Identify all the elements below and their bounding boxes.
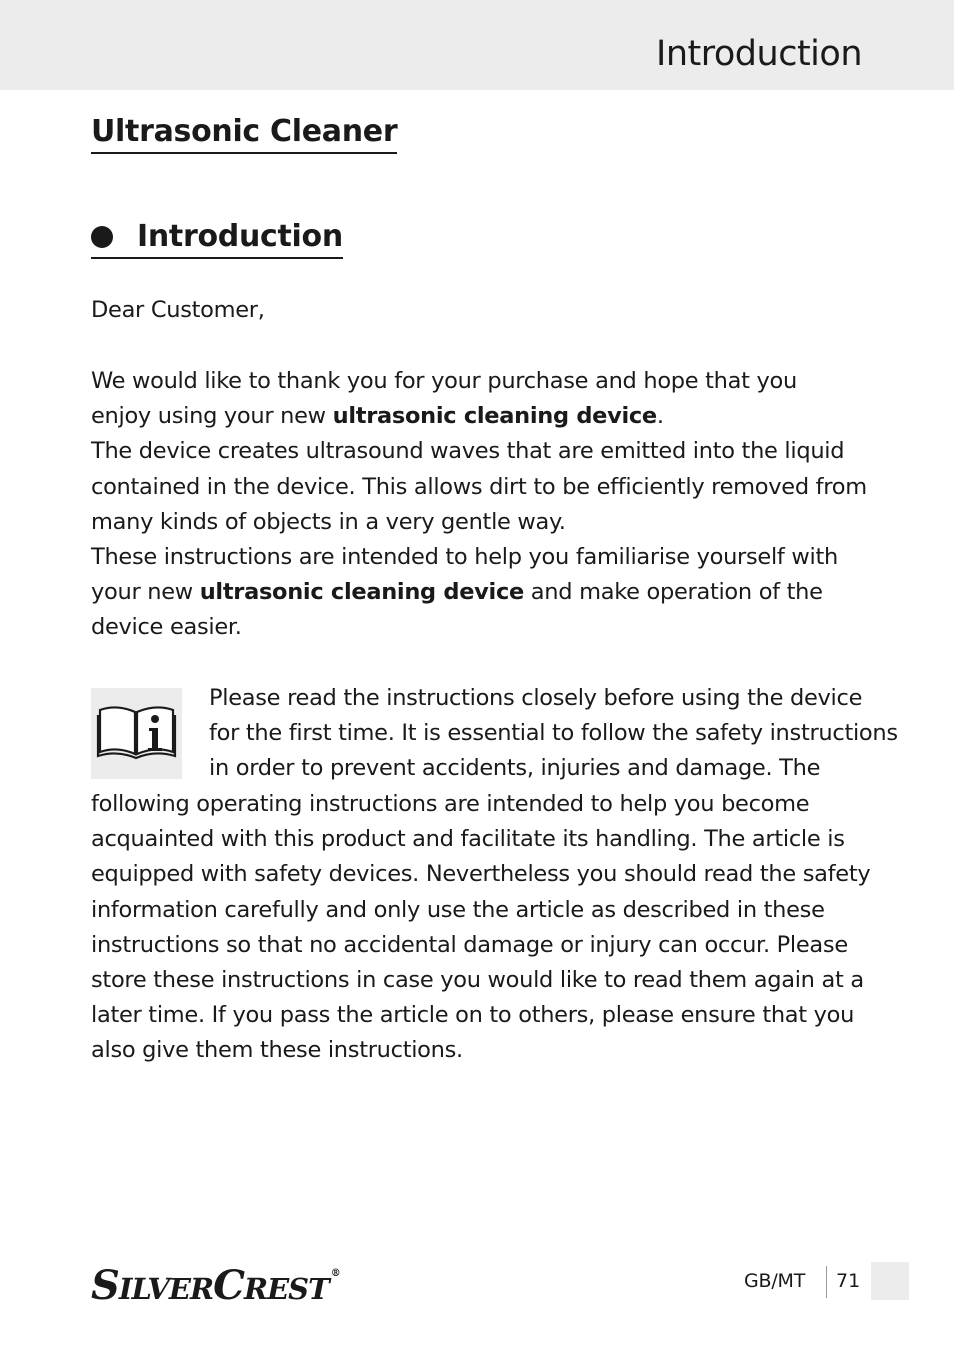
text-line: The device creates ultrasound waves that are emitted into the liquid [91,438,845,465]
text-line: equipped with safety devices. Nevertheless you should read the safety [91,861,871,888]
page-header-title: Introduction [656,34,862,74]
section-heading-text: Introduction [137,219,343,254]
text-line: enjoy using your new ultrasonic cleaning device. [91,403,664,430]
product-name: ultrasonic cleaning device [199,579,524,606]
note-line: for the first time. It is essential to follow the safety instructions [209,720,898,746]
bullet-icon [91,226,113,248]
text-line: device easier. [91,614,242,641]
text-line: acquainted with this product and facilitate its handling. The article is [91,826,845,853]
intro-paragraph [91,364,871,646]
text-line: information carefully and only use the article as described in these [91,896,825,923]
book-info-icon [91,688,182,779]
text-line: your new ultrasonic cleaning device and make operation of the [91,579,823,606]
product-name: ultrasonic cleaning device [332,403,657,430]
note-line: Please read the instructions closely before using the device [209,685,863,711]
text-line: later time. If you pass the article on to others, please ensure that you [91,1002,855,1029]
language-code: GB/MT [744,1270,806,1292]
text-line: following operating instructions are intended to help you become [91,791,810,817]
document-title: Ultrasonic Cleaner [91,114,397,154]
note-paragraph [91,787,871,1069]
page-number: 71 [836,1270,861,1292]
page-tab [871,1262,909,1300]
brand-logo: SILVERCREST ® [91,1262,340,1309]
salutation: Dear Customer, [91,297,265,323]
text-line: We would like to thank you for your purchase and hope that you [91,368,797,394]
text-line: instructions so that no accidental damage or injury can occur. Please [91,931,848,958]
footer-divider [826,1266,827,1298]
text-line: many kinds of objects in a very gentle way. [91,508,566,535]
text-line: These instructions are intended to help you familiarise yourself with [91,544,838,571]
text-line: contained in the device. This allows dirt to be efficiently removed from [91,473,867,500]
text-line: also give them these instructions. [91,1037,463,1064]
section-heading [91,219,343,259]
text-line: store these instructions in case you would like to read them again at a [91,967,864,994]
note-line: in order to prevent accidents, injuries and damage. The [209,755,821,781]
